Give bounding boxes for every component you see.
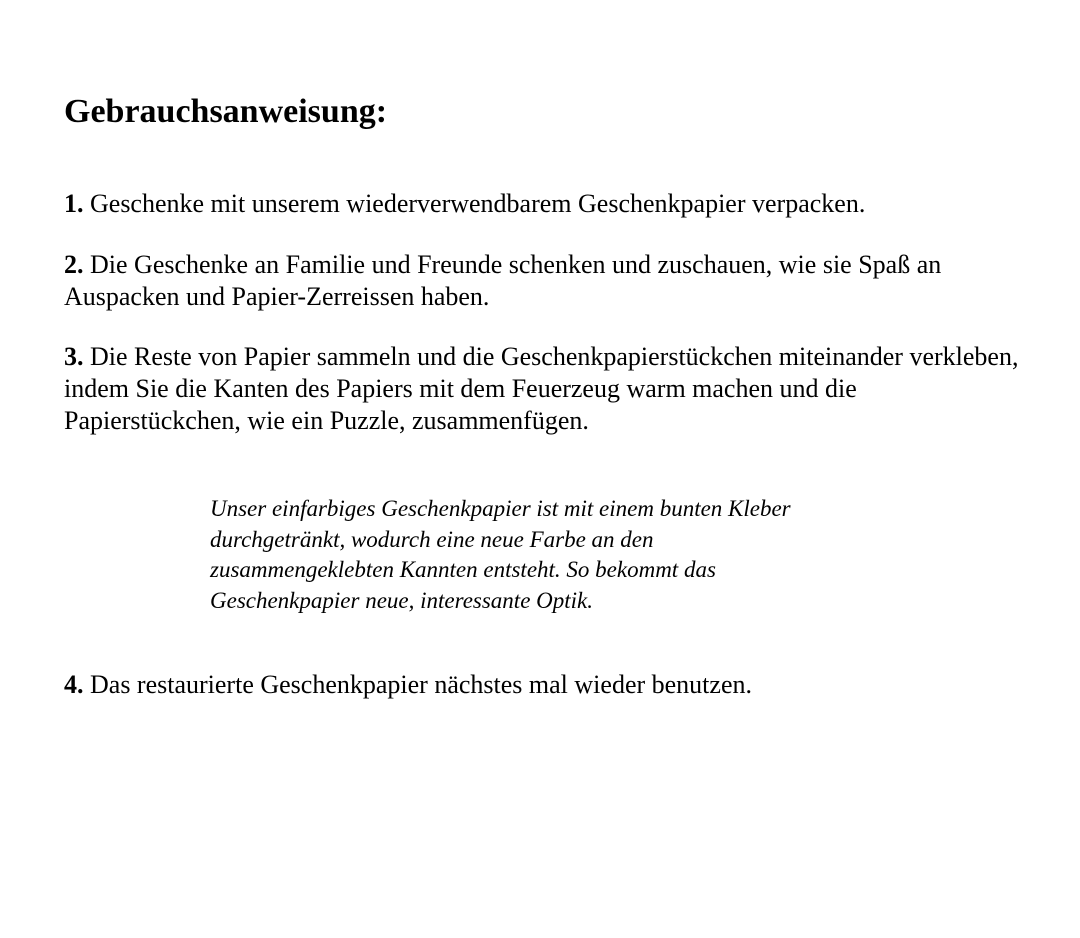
step-4-text: Das restaurierte Geschenkpapier nächstes mal wieder benutzen. bbox=[90, 670, 752, 699]
step-2-number: 2. bbox=[64, 250, 84, 279]
step-4-number: 4. bbox=[64, 670, 84, 699]
step-2 bbox=[64, 249, 1024, 313]
step-1-number: 1. bbox=[64, 189, 84, 218]
step-3 bbox=[64, 341, 1024, 437]
note-paragraph: Unser einfarbiges Geschenkpapier ist mit einem bunten Kleber durchgetränkt, wodurch eine neue Farbe an den zusammengeklebten Kannten entsteht. So bekommt das Geschenkpapier neue, interessante Optik. bbox=[210, 496, 791, 613]
step-2-text: Die Geschenke an Familie und Freunde schenken und zuschauen, wie sie Spaß an Auspacken und Papier-Zerreissen haben. bbox=[64, 250, 942, 311]
page-title: Gebrauchsanweisung: bbox=[64, 93, 388, 130]
step-4 bbox=[64, 669, 1024, 701]
step-1 bbox=[64, 188, 1024, 220]
step-3-text: Die Reste von Papier sammeln und die Geschenkpapierstückchen miteinander verkleben, indem Sie die Kanten des Papiers mit dem Feuerzeug warm machen und die Papierstückchen, wie ein Puzzle, zusammenfügen. bbox=[64, 342, 1019, 435]
step-3-number: 3. bbox=[64, 342, 84, 371]
step-1-text: Geschenke mit unserem wiederverwendbarem Geschenkpapier verpacken. bbox=[90, 189, 866, 218]
